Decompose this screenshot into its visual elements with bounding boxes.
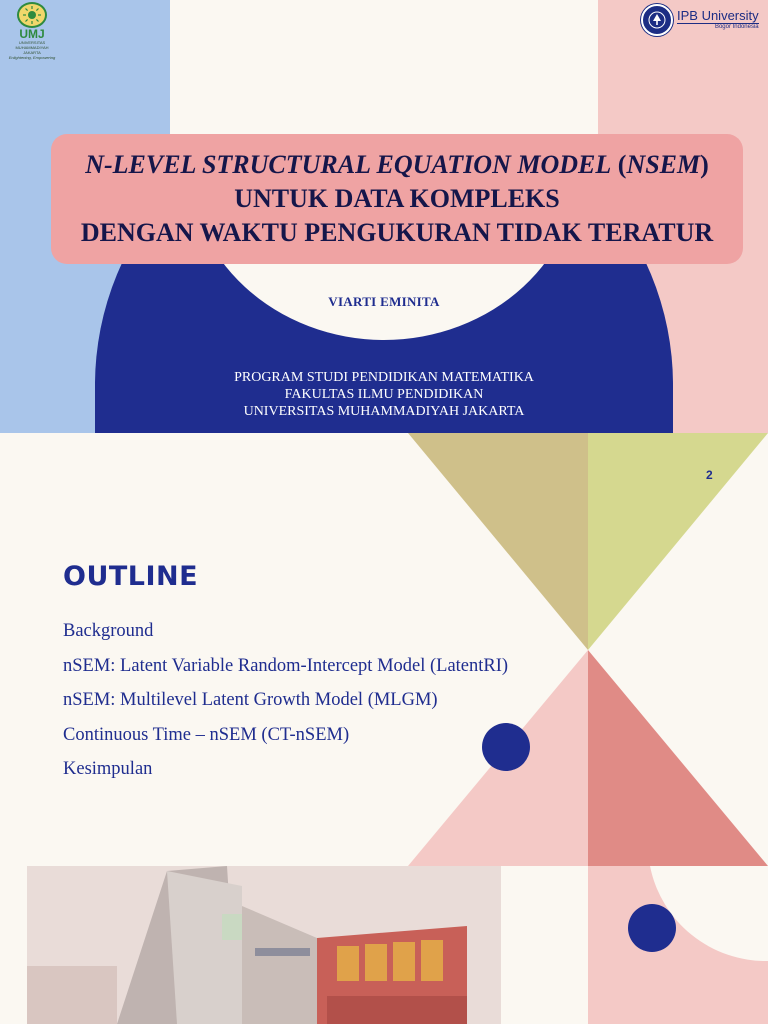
- title-box: [51, 134, 743, 264]
- title-paren-close: ): [700, 150, 709, 179]
- title-slide: [0, 0, 768, 433]
- affiliation: [0, 369, 768, 420]
- umj-name-line: MUHAMMADIYAH: [15, 45, 49, 50]
- title-model-name: N-LEVEL STRUCTURAL EQUATION MODEL: [85, 150, 612, 179]
- tree-emblem-icon: [647, 10, 667, 30]
- list-item: Kesimpulan: [63, 759, 153, 779]
- ipb-logo: [641, 4, 759, 36]
- campus-building-photo: [27, 866, 501, 1024]
- umj-abbr: UMJ: [19, 27, 45, 41]
- photo-slide: [0, 866, 768, 1024]
- affiliation-line: FAKULTAS ILMU PENDIDIKAN: [284, 387, 484, 402]
- ipb-name: IPB University: [677, 8, 759, 23]
- umj-tagline: Enlightening, Empowering: [8, 55, 56, 60]
- title-abbr: NSEM: [626, 150, 701, 179]
- sun-emblem-icon: [23, 6, 41, 24]
- list-item: Continuous Time – nSEM (CT-nSEM): [63, 724, 350, 745]
- affiliation-line: UNIVERSITAS MUHAMMADIYAH JAKARTA: [243, 404, 525, 419]
- list-item: nSEM: Latent Variable Random-Intercept Model (LatentRI): [63, 655, 509, 676]
- list-item: nSEM: Multilevel Latent Growth Model (MLGM): [63, 690, 438, 710]
- title-paren-open: (: [611, 150, 627, 179]
- umj-name-line: JAKARTA: [23, 50, 41, 55]
- ipb-seal-icon: [641, 4, 673, 36]
- umj-logo: [6, 2, 58, 60]
- outline-heading: OUTLINE: [63, 561, 199, 592]
- umj-name-line: UNIVERSITAS: [18, 40, 46, 45]
- affiliation-line: PROGRAM STUDI PENDIDIKAN MATEMATIKA: [234, 370, 534, 385]
- outline-list: [63, 619, 508, 792]
- outline-slide: [0, 433, 768, 866]
- coral-triangle: [588, 650, 768, 866]
- umj-emblem-icon: [17, 2, 47, 28]
- title-line-1: [85, 148, 709, 182]
- title-line-2: UNTUK DATA KOMPLEKS: [234, 184, 560, 213]
- list-item: Background: [63, 621, 154, 641]
- olive-triangle: [408, 433, 588, 650]
- title-line-3: DENGAN WAKTU PENGUKURAN TIDAK TERATUR: [80, 218, 714, 247]
- author-name: VIARTI EMINITA: [328, 294, 440, 309]
- lime-triangle: [588, 433, 768, 650]
- page-number: 2: [706, 468, 713, 482]
- ipb-location: Bogor Indonesia: [677, 23, 759, 31]
- navy-dot: [628, 904, 676, 952]
- building-image: [27, 866, 501, 1024]
